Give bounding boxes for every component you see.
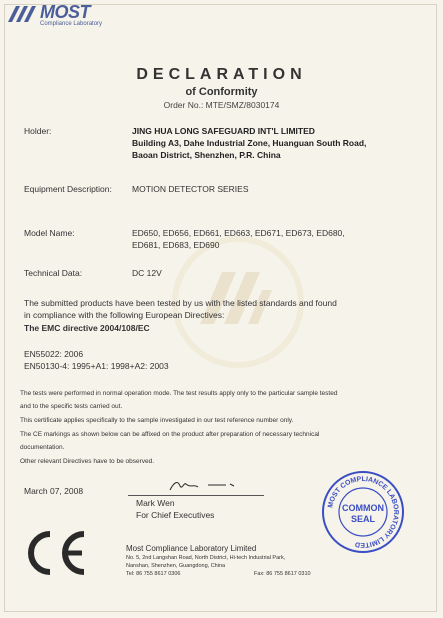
- logo-text: MOST: [40, 2, 90, 22]
- technical-value: DC 12V: [132, 268, 162, 278]
- signatory-name: Mark Wen: [136, 498, 175, 508]
- holder-label: Holder:: [24, 126, 52, 136]
- equipment-label: Equipment Description:: [24, 184, 112, 194]
- note-line-1: The tests were performed in normal operation mode. The test results apply only to the particular sample tested: [20, 390, 338, 397]
- seal-center-line-1: COMMON: [342, 503, 384, 513]
- seal-ring-text: MOST COMPLIANCE LABORATORY LIMITED: [327, 475, 400, 549]
- ce-mark-icon: [22, 528, 92, 583]
- note-line-5: documentation.: [20, 444, 65, 451]
- signature-line: [128, 495, 264, 496]
- order-number: Order No.: MTE/SMZ/8030174: [163, 100, 280, 110]
- note-line-2: and to the specific tests carried out.: [20, 403, 123, 410]
- equipment-value: MOTION DETECTOR SERIES: [132, 184, 249, 194]
- standard-line-1: EN55022: 2006: [24, 349, 84, 359]
- model-list-line-1: ED650, ED656, ED661, ED663, ED671, ED673, ED680,: [132, 228, 345, 238]
- holder-name: JING HUA LONG SAFEGUARD INT'L LIMITED: [132, 126, 315, 136]
- company-name: Most Compliance Laboratory Limited: [126, 544, 257, 553]
- holder-address-line-1: Building A3, Dahe Industrial Zone, Huanguan South Road,: [132, 138, 367, 148]
- signatory-role: For Chief Executives: [136, 510, 215, 520]
- seal-center-line-2: SEAL: [350, 514, 376, 524]
- note-line-6: Other relevant Directives have to be observed.: [20, 458, 155, 465]
- technical-label: Technical Data:: [24, 268, 83, 278]
- logo-mark-icon: [6, 4, 40, 29]
- standard-line-2: EN50130-4: 1995+A1: 1998+A2: 2003: [24, 361, 169, 371]
- common-seal-stamp: [318, 470, 408, 554]
- holder-address-line-2: Baoan District, Shenzhen, P.R. China: [132, 150, 281, 160]
- model-label: Model Name:: [24, 228, 75, 238]
- company-address-line-1: No. 5, 2nd Langshan Road, North District, Hi-tech Industrial Park,: [126, 555, 286, 561]
- document-title: DECLARATION: [136, 66, 307, 83]
- model-list-line-2: ED681, ED683, ED690: [132, 240, 220, 250]
- company-fax: Fax: 86 755 8617 0310: [254, 571, 311, 577]
- company-tel: Tel: 86 755 8617 0306: [126, 571, 181, 577]
- company-address-line-2: Nanshan, Shenzhen, Guangdong, China: [126, 563, 226, 569]
- directive: The EMC directive 2004/108/EC: [24, 323, 150, 333]
- note-line-3: This certificate applies specifically to the sample investigated in our test reference number only.: [20, 417, 294, 424]
- note-line-4: The CE markings as shown below can be affixed on the product after preparation of necessary technical: [20, 431, 320, 438]
- statement-line-1: The submitted products have been tested by us with the listed standards and found: [24, 298, 337, 308]
- issue-date: March 07, 2008: [24, 486, 84, 496]
- document-subtitle: of Conformity: [185, 86, 258, 98]
- statement-line-2: in compliance with the following European Directives:: [24, 310, 225, 320]
- logo-subtitle: Compliance Laboratory: [40, 21, 103, 27]
